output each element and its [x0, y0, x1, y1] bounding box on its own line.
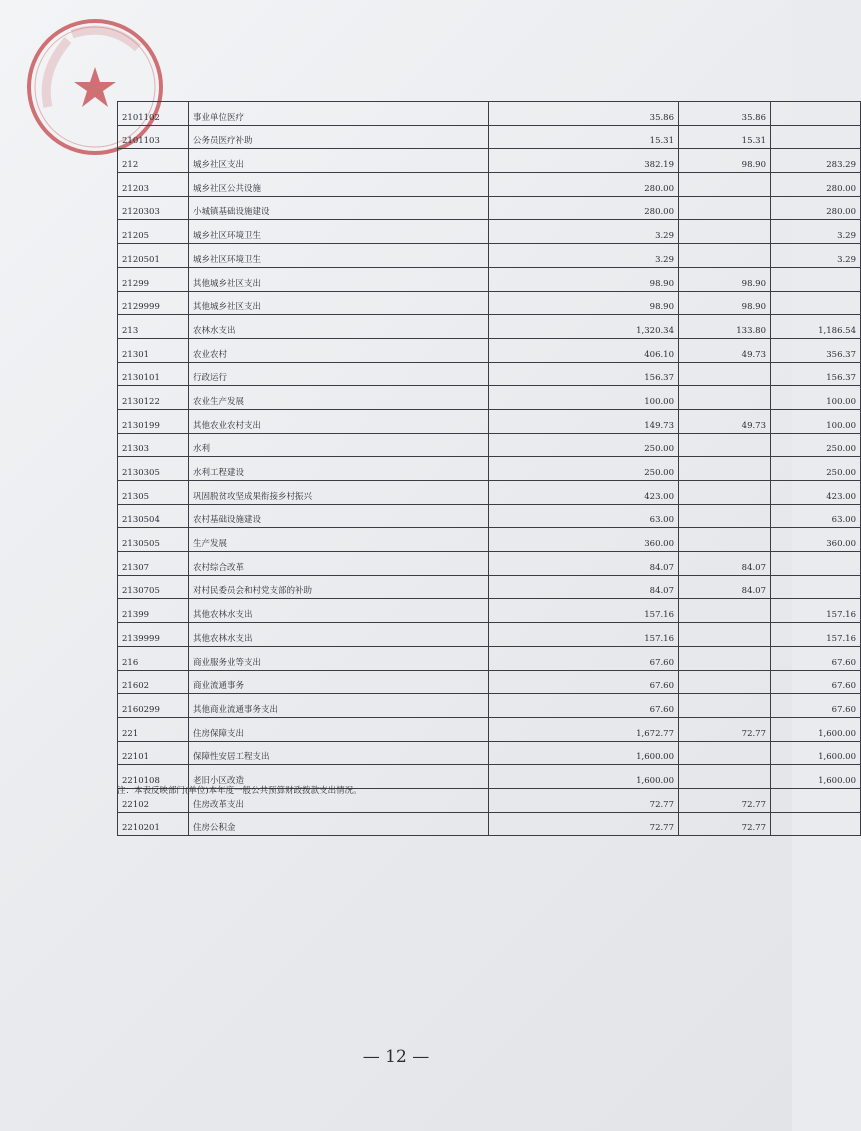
cell-code: 2101103 [118, 125, 189, 149]
cell-name: 其他农林水支出 [189, 599, 489, 623]
cell-code: 21299 [118, 267, 189, 291]
cell-code: 2160299 [118, 694, 189, 718]
cell-total: 1,600.00 [489, 765, 679, 789]
table-row [118, 646, 861, 670]
cell-project: 250.00 [771, 433, 861, 457]
seal-star-icon [74, 67, 116, 107]
cell-name: 小城镇基础设施建设 [189, 196, 489, 220]
table-note: 注：本表反映部门(单位)本年度一般公共预算财政拨款支出情况。 [117, 786, 362, 796]
cell-basic: 49.73 [679, 409, 771, 433]
cell-code: 21305 [118, 481, 189, 505]
cell-name: 保障性安居工程支出 [189, 741, 489, 765]
cell-total: 280.00 [489, 196, 679, 220]
cell-basic: 72.77 [679, 717, 771, 741]
cell-name: 对村民委员会和村党支部的补助 [189, 575, 489, 599]
cell-code: 213 [118, 315, 189, 339]
cell-name: 住房改革支出 [189, 788, 489, 812]
cell-basic [679, 196, 771, 220]
table-row [118, 528, 861, 552]
cell-project: 3.29 [771, 244, 861, 268]
cell-basic: 72.77 [679, 812, 771, 836]
cell-basic [679, 599, 771, 623]
cell-code: 212 [118, 149, 189, 173]
cell-basic [679, 504, 771, 528]
cell-project [771, 552, 861, 576]
cell-total: 406.10 [489, 338, 679, 362]
cell-total: 35.86 [489, 102, 679, 126]
cell-project: 1,600.00 [771, 741, 861, 765]
cell-project: 1,600.00 [771, 765, 861, 789]
cell-total: 98.90 [489, 291, 679, 315]
cell-name: 城乡社区公共设施 [189, 173, 489, 197]
table-row [118, 409, 861, 433]
cell-name: 城乡社区支出 [189, 149, 489, 173]
cell-name: 商业服务业等支出 [189, 646, 489, 670]
cell-total: 423.00 [489, 481, 679, 505]
cell-project [771, 812, 861, 836]
cell-basic [679, 528, 771, 552]
cell-project [771, 125, 861, 149]
table-row [118, 599, 861, 623]
cell-total: 3.29 [489, 244, 679, 268]
cell-code: 2130122 [118, 386, 189, 410]
cell-basic: 133.80 [679, 315, 771, 339]
cell-basic [679, 457, 771, 481]
cell-name: 住房公积金 [189, 812, 489, 836]
cell-project: 360.00 [771, 528, 861, 552]
cell-project [771, 267, 861, 291]
cell-code: 2130199 [118, 409, 189, 433]
cell-name: 其他城乡社区支出 [189, 291, 489, 315]
table-row [118, 291, 861, 315]
cell-basic [679, 623, 771, 647]
cell-project: 157.16 [771, 623, 861, 647]
cell-code: 2120303 [118, 196, 189, 220]
cell-code: 22102 [118, 788, 189, 812]
cell-name: 水利 [189, 433, 489, 457]
cell-name: 老旧小区改造 [189, 765, 489, 789]
cell-total: 100.00 [489, 386, 679, 410]
cell-project: 423.00 [771, 481, 861, 505]
cell-basic [679, 646, 771, 670]
cell-basic [679, 741, 771, 765]
table-row [118, 173, 861, 197]
table-row [118, 670, 861, 694]
cell-code: 21203 [118, 173, 189, 197]
table-row [118, 338, 861, 362]
table-row [118, 125, 861, 149]
cell-basic: 84.07 [679, 575, 771, 599]
cell-project [771, 575, 861, 599]
cell-code: 2130505 [118, 528, 189, 552]
cell-project [771, 291, 861, 315]
table-row [118, 457, 861, 481]
table-row [118, 623, 861, 647]
cell-basic [679, 670, 771, 694]
table-row [118, 741, 861, 765]
cell-basic: 72.77 [679, 788, 771, 812]
table-row [118, 220, 861, 244]
cell-code: 2210201 [118, 812, 189, 836]
cell-basic: 98.90 [679, 149, 771, 173]
cell-project: 3.29 [771, 220, 861, 244]
table-row [118, 244, 861, 268]
cell-name: 行政运行 [189, 362, 489, 386]
cell-basic [679, 433, 771, 457]
cell-project: 280.00 [771, 173, 861, 197]
cell-basic: 98.90 [679, 267, 771, 291]
cell-project: 100.00 [771, 409, 861, 433]
cell-project: 1,186.54 [771, 315, 861, 339]
cell-project: 100.00 [771, 386, 861, 410]
cell-name: 其他农业农村支出 [189, 409, 489, 433]
cell-total: 250.00 [489, 457, 679, 481]
cell-basic [679, 220, 771, 244]
cell-total: 84.07 [489, 575, 679, 599]
cell-total: 360.00 [489, 528, 679, 552]
table-row [118, 694, 861, 718]
cell-basic [679, 765, 771, 789]
table-row [118, 386, 861, 410]
cell-name: 住房保障支出 [189, 717, 489, 741]
cell-name: 农林水支出 [189, 315, 489, 339]
cell-total: 149.73 [489, 409, 679, 433]
cell-basic [679, 244, 771, 268]
table-row [118, 149, 861, 173]
cell-total: 72.77 [489, 788, 679, 812]
table-row [118, 812, 861, 836]
cell-code: 21399 [118, 599, 189, 623]
cell-code: 2101102 [118, 102, 189, 126]
cell-name: 农业农村 [189, 338, 489, 362]
table-row [118, 575, 861, 599]
cell-total: 3.29 [489, 220, 679, 244]
table-row [118, 717, 861, 741]
cell-total: 157.16 [489, 599, 679, 623]
cell-name: 城乡社区环境卫生 [189, 244, 489, 268]
cell-project: 356.37 [771, 338, 861, 362]
cell-name: 其他城乡社区支出 [189, 267, 489, 291]
cell-total: 67.60 [489, 646, 679, 670]
table-row [118, 267, 861, 291]
cell-code: 21602 [118, 670, 189, 694]
cell-project [771, 788, 861, 812]
cell-project: 63.00 [771, 504, 861, 528]
cell-code: 21301 [118, 338, 189, 362]
cell-total: 72.77 [489, 812, 679, 836]
cell-code: 221 [118, 717, 189, 741]
cell-code: 2130705 [118, 575, 189, 599]
cell-total: 1,600.00 [489, 741, 679, 765]
table-row [118, 433, 861, 457]
table-row [118, 552, 861, 576]
cell-basic: 98.90 [679, 291, 771, 315]
cell-project [771, 102, 861, 126]
cell-code: 2129999 [118, 291, 189, 315]
cell-code: 216 [118, 646, 189, 670]
cell-total: 280.00 [489, 173, 679, 197]
cell-basic [679, 173, 771, 197]
cell-total: 1,672.77 [489, 717, 679, 741]
cell-project: 157.16 [771, 599, 861, 623]
cell-code: 2130504 [118, 504, 189, 528]
cell-basic: 49.73 [679, 338, 771, 362]
cell-total: 1,320.34 [489, 315, 679, 339]
cell-project: 283.29 [771, 149, 861, 173]
cell-name: 公务员医疗补助 [189, 125, 489, 149]
cell-total: 63.00 [489, 504, 679, 528]
cell-name: 农业生产发展 [189, 386, 489, 410]
cell-project: 67.60 [771, 670, 861, 694]
cell-total: 67.60 [489, 694, 679, 718]
cell-total: 84.07 [489, 552, 679, 576]
cell-name: 商业流通事务 [189, 670, 489, 694]
page-number: — 12 — [362, 1047, 430, 1067]
cell-code: 2130101 [118, 362, 189, 386]
cell-basic [679, 386, 771, 410]
cell-code: 21303 [118, 433, 189, 457]
cell-code: 21205 [118, 220, 189, 244]
cell-code: 2139999 [118, 623, 189, 647]
cell-project: 67.60 [771, 646, 861, 670]
cell-project: 1,600.00 [771, 717, 861, 741]
cell-code: 2120501 [118, 244, 189, 268]
cell-total: 156.37 [489, 362, 679, 386]
cell-code: 2210108 [118, 765, 189, 789]
cell-project: 67.60 [771, 694, 861, 718]
cell-total: 382.19 [489, 149, 679, 173]
cell-basic: 35.86 [679, 102, 771, 126]
cell-basic [679, 481, 771, 505]
cell-total: 157.16 [489, 623, 679, 647]
budget-table [117, 101, 861, 836]
cell-total: 15.31 [489, 125, 679, 149]
cell-total: 98.90 [489, 267, 679, 291]
cell-name: 事业单位医疗 [189, 102, 489, 126]
cell-code: 22101 [118, 741, 189, 765]
cell-name: 生产发展 [189, 528, 489, 552]
cell-total: 250.00 [489, 433, 679, 457]
cell-name: 农村综合改革 [189, 552, 489, 576]
cell-name: 水利工程建设 [189, 457, 489, 481]
cell-total: 67.60 [489, 670, 679, 694]
cell-name: 其他农林水支出 [189, 623, 489, 647]
cell-name: 城乡社区环境卫生 [189, 220, 489, 244]
cell-name: 农村基础设施建设 [189, 504, 489, 528]
table-row [118, 362, 861, 386]
cell-basic [679, 694, 771, 718]
cell-name: 其他商业流通事务支出 [189, 694, 489, 718]
cell-name: 巩固脱贫攻坚成果衔接乡村振兴 [189, 481, 489, 505]
cell-code: 21307 [118, 552, 189, 576]
cell-basic: 15.31 [679, 125, 771, 149]
cell-basic [679, 362, 771, 386]
cell-basic: 84.07 [679, 552, 771, 576]
cell-code: 2130305 [118, 457, 189, 481]
cell-project: 156.37 [771, 362, 861, 386]
table-row [118, 315, 861, 339]
table-row [118, 102, 861, 126]
table-row [118, 504, 861, 528]
cell-project: 280.00 [771, 196, 861, 220]
cell-project: 250.00 [771, 457, 861, 481]
table-row [118, 481, 861, 505]
table-row [118, 196, 861, 220]
